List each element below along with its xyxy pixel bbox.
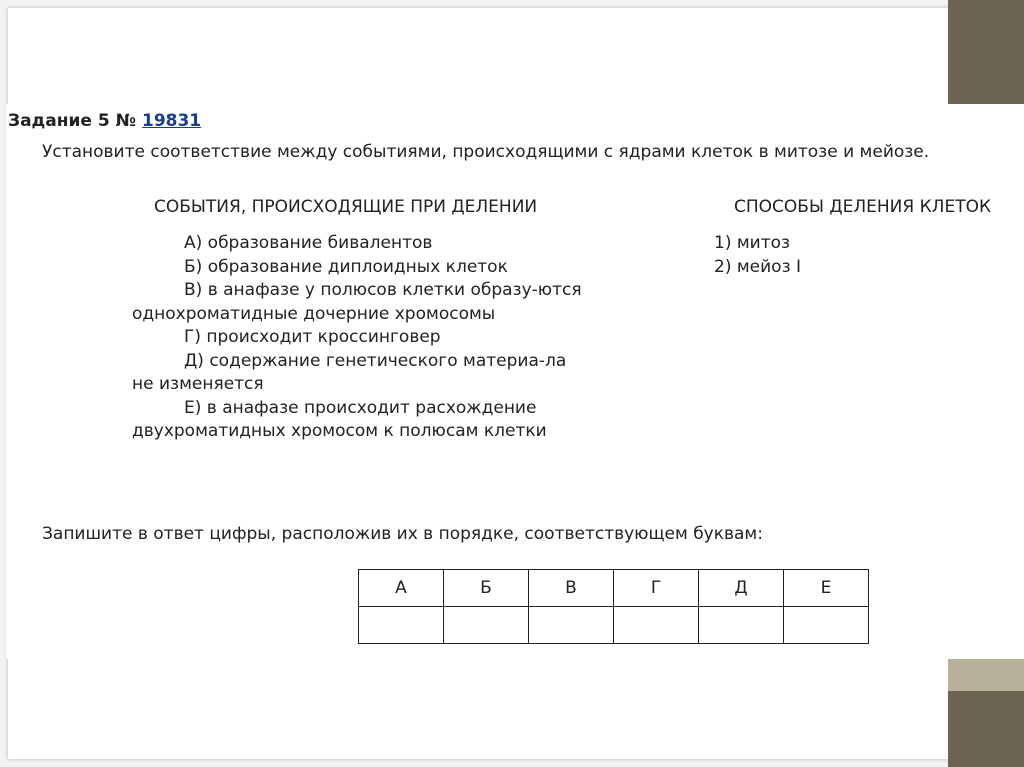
methods-list <box>714 232 801 279</box>
decor-bar-top <box>948 0 1024 104</box>
event-item: Д) содержание генетического материа-ла не изменяется <box>132 350 567 394</box>
answer-input-cell[interactable] <box>699 607 784 644</box>
event-item: А) образование бивалентов <box>184 233 433 253</box>
answer-letter-cell: Д <box>699 570 784 607</box>
answer-table <box>358 569 869 644</box>
answer-letter-cell: В <box>529 570 614 607</box>
task-title <box>8 111 201 131</box>
events-header: СОБЫТИЯ, ПРОИСХОДЯЩИЕ ПРИ ДЕЛЕНИИ <box>154 197 538 217</box>
method-item: 1) митоз <box>714 233 791 253</box>
event-item: Е) в анафазе происходит расхождение двухроматидных хромосом к полюсам клетки <box>132 397 547 441</box>
task-label: Задание 5 № <box>8 111 137 131</box>
methods-header: СПОСОБЫ ДЕЛЕНИЯ КЛЕТОК <box>734 197 992 217</box>
event-item: Б) образование диплоидных клеток <box>184 256 508 277</box>
event-item: В) в анафазе у полюсов клетки образу-ются однохроматидные дочерние хромосомы <box>132 280 582 324</box>
answer-instruction: Запишите в ответ цифры, расположив их в порядке, соответствующем буквам: <box>42 524 763 544</box>
event-item: Г) происходит кроссинговер <box>184 327 441 347</box>
method-item: 2) мейоз I <box>714 256 802 277</box>
decor-bar-bottom <box>948 691 1024 767</box>
answer-letter-cell: Б <box>444 570 529 607</box>
answer-input-cell[interactable] <box>359 607 444 644</box>
task-content <box>6 104 1024 659</box>
answer-letter-cell: Е <box>784 570 869 607</box>
answer-letter-cell: А <box>359 570 444 607</box>
answer-input-cell[interactable] <box>529 607 614 644</box>
decor-bar-middle <box>948 659 1024 691</box>
events-list <box>132 232 592 444</box>
answer-input-cell[interactable] <box>444 607 529 644</box>
answer-input-row <box>359 607 869 644</box>
answer-input-cell[interactable] <box>614 607 699 644</box>
task-number-link[interactable]: 19831 <box>141 111 202 131</box>
task-instruction: Установите соответствие между событиями, происходящими с ядрами клеток в митозе и мейозе. <box>42 142 930 162</box>
answer-header-row <box>359 570 869 607</box>
answer-letter-cell: Г <box>614 570 699 607</box>
answer-input-cell[interactable] <box>784 607 869 644</box>
